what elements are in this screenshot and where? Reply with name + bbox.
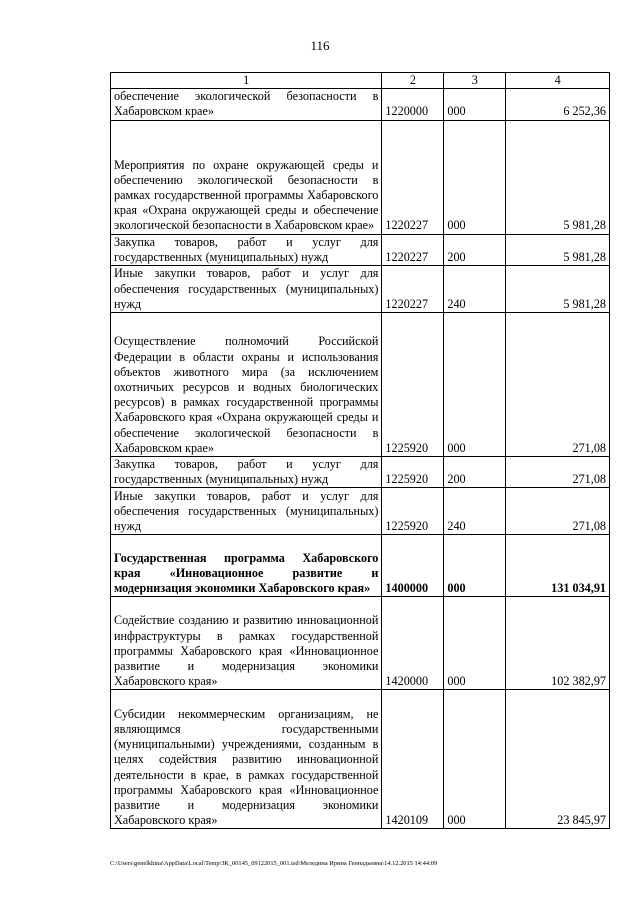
table-row xyxy=(111,120,610,234)
table-row xyxy=(111,266,610,313)
column-header-1: 1 xyxy=(111,73,382,89)
table-row xyxy=(111,457,610,488)
row-name: Содействие созданию и развитию инновационной инфраструктуры в рамках государственной программы Хабаровского края «Инновационное развитие и модернизация экономики Хабаровского края» xyxy=(111,597,382,690)
row-name: Осуществление полномочий Российской Федерации в области охраны и использования объектов животного мира (за исключением охотничьих ресурсов и водных биологических ресурсов) в рамках государственной программы Хабаровского края «Охрана окружающей среды и обеспечение экологической безопасности в Хабаровском крае» xyxy=(111,313,382,457)
row-name: Иные закупки товаров, работ и услуг для обеспечения государственных (муниципальных) нужд xyxy=(111,488,382,535)
row-amount: 131 034,91 xyxy=(506,535,610,597)
row-code: 1225920 xyxy=(382,313,444,457)
file-path-footer: C:\Users\genelkhina\AppData\Local\Temp\ЗК_00145_09122015_001.tsd\Меледина Ирина Геннадьевна\14.12.2015 14:44:09 xyxy=(110,860,438,867)
row-code: 1220227 xyxy=(382,234,444,265)
table-row xyxy=(111,89,610,120)
table-row xyxy=(111,535,610,597)
row-name: Государственная программа Хабаровского края «Инновационное развитие и модернизация экономики Хабаровского края» xyxy=(111,535,382,597)
row-name: Мероприятия по охране окружающей среды и обеспечению экологической безопасности в рамках государственной программы Хабаровского края «Охрана окружающей среды и обеспечение экологической безопасности в Хабаровском крае» xyxy=(111,120,382,234)
row-amount: 271,08 xyxy=(506,488,610,535)
row-code: 1220000 xyxy=(382,89,444,120)
column-header-3: 3 xyxy=(444,73,506,89)
row-code: 1220227 xyxy=(382,266,444,313)
row-vr: 240 xyxy=(444,266,506,313)
row-code: 1225920 xyxy=(382,488,444,535)
row-vr: 240 xyxy=(444,488,506,535)
row-code: 1420000 xyxy=(382,597,444,690)
table-header-row xyxy=(111,73,610,89)
row-name: Закупка товаров, работ и услуг для государственных (муниципальных) нужд xyxy=(111,234,382,265)
budget-table xyxy=(110,72,610,829)
row-vr: 200 xyxy=(444,234,506,265)
row-vr: 000 xyxy=(444,690,506,829)
table-row xyxy=(111,690,610,829)
row-vr: 000 xyxy=(444,597,506,690)
row-vr: 000 xyxy=(444,89,506,120)
row-amount: 5 981,28 xyxy=(506,234,610,265)
row-amount: 102 382,97 xyxy=(506,597,610,690)
table-row xyxy=(111,313,610,457)
row-code: 1220227 xyxy=(382,120,444,234)
table-row xyxy=(111,597,610,690)
row-name: Субсидии некоммерческим организациям, не являющимся государственными (муниципальными) учреждениями, созданным в целях содействия развитию инновационной деятельности в крае, в рамках государственной программы Хабаровского края «Инновационное развитие и модернизация экономики Хабаровского края» xyxy=(111,690,382,829)
table-row xyxy=(111,488,610,535)
row-amount: 271,08 xyxy=(506,457,610,488)
row-vr: 000 xyxy=(444,120,506,234)
page-number: 116 xyxy=(310,38,330,53)
row-code: 1400000 xyxy=(382,535,444,597)
row-vr: 000 xyxy=(444,535,506,597)
row-amount: 23 845,97 xyxy=(506,690,610,829)
table-row xyxy=(111,234,610,265)
row-name: обеспечение экологической безопасности в Хабаровском крае» xyxy=(111,89,382,120)
row-amount: 5 981,28 xyxy=(506,120,610,234)
row-amount: 5 981,28 xyxy=(506,266,610,313)
row-vr: 200 xyxy=(444,457,506,488)
row-name: Закупка товаров, работ и услуг для государственных (муниципальных) нужд xyxy=(111,457,382,488)
row-code: 1420109 xyxy=(382,690,444,829)
column-header-2: 2 xyxy=(382,73,444,89)
row-code: 1225920 xyxy=(382,457,444,488)
row-amount: 271,08 xyxy=(506,313,610,457)
row-name: Иные закупки товаров, работ и услуг для обеспечения государственных (муниципальных) нужд xyxy=(111,266,382,313)
column-header-4: 4 xyxy=(506,73,610,89)
row-vr: 000 xyxy=(444,313,506,457)
row-amount: 6 252,36 xyxy=(506,89,610,120)
